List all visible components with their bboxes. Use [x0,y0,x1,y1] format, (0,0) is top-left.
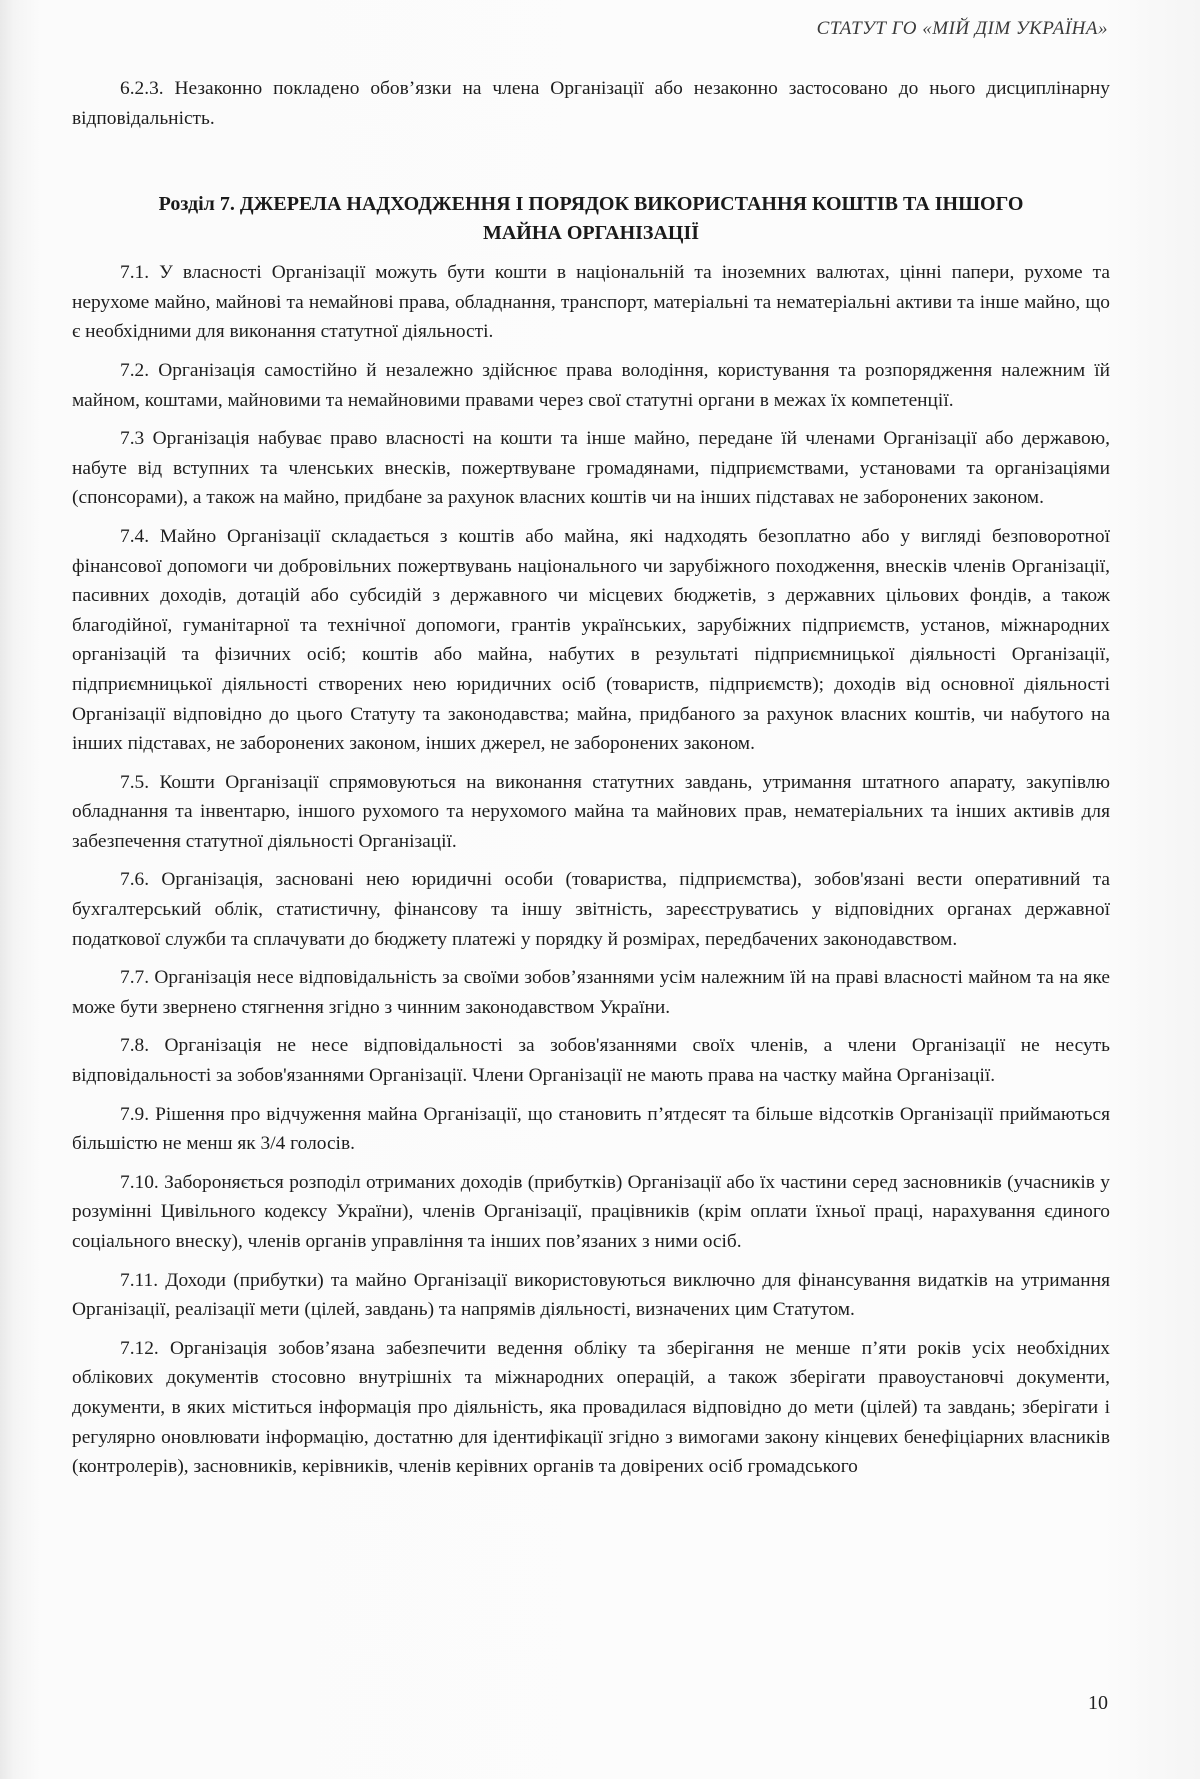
paragraph-7-6: 7.6. Організація, засновані нею юридичні особи (товариства, підприємства), зобов'язані вести оперативний та бухгалтерський облік, статистичну, фінансову та іншу звітність, зареєструватись у відповідних органах державної податкової служби та сплачувати до бюджету платежі у порядку й розмірах, передбачених законодавством. [72,869,1110,950]
paragraph-6-2-3: 6.2.3. Незаконно покладено обов’язки на члена Організації або незаконно застосовано до нього дисциплінарну відповідальність. [72,78,1110,129]
paragraph-7-1: 7.1. У власності Організації можуть бути кошти в національній та іноземних валютах, цінні папери, рухоме та нерухоме майно, майнові та немайнові права, обладнання, транспорт, матеріальні та нематеріальні активи та інше майно, що є необхідними для виконання статутної діяльності. [72,262,1110,343]
running-header: СТАТУТ ГО «МІЙ ДІМ УКРАЇНА» [816,18,1108,39]
document-body [72,74,1110,1491]
section-title: Розділ 7. ДЖЕРЕЛА НАДХОДЖЕННЯ І ПОРЯДОК ВИКОРИСТАННЯ КОШТІВ ТА ІНШОГО МАЙНА ОРГАНІЗАЦІЇ [158,193,1024,245]
page-number: 10 [1088,1692,1108,1714]
paragraph-7-9: 7.9. Рішення про відчуження майна Організації, що становить п’ятдесят та більше відсотків Організації приймаються більшістю не менш як 3/4 голосів. [72,1103,1110,1155]
paragraph-7-3: 7.3 Організація набуває право власності на кошти та інше майно, передане їй членами Організації або державою, набуте від вступних та членських внесків, пожертвуване громадянами, підприємствами, установами та організаціями (спонсорами), а також на майно, придбане за рахунок власних коштів чи на інших підставах не заборонених законом. [72,428,1110,509]
paragraph-7-4: 7.4. Майно Організації складається з коштів або майна, які надходять безоплатно або у вигляді безповоротної фінансової допомоги чи добровільних пожертвувань національного чи зарубіжного походження, внесків членів Організації, пасивних доходів, дотацій або субсидій з державного чи місцевих бюджетів, з державних цільових фондів, а також благодійної, гуманітарної та технічної допомоги, грантів українських, зарубіжних підприємств, установ, міжнародних організацій та фізичних осіб; коштів або майна, набутих в результаті підприємницької діяльності Організації, підприємницької діяльності створених нею юридичних осіб (товариств, підприємств); доходів від основної діяльності Організації відповідно до цього Статуту та законодавства; майна, придбаного за рахунок власних коштів, чи набутого на інших підставах, не заборонених законом, інших джерел, не заборонених законом. [72,525,1110,755]
paragraph-7-2: 7.2. Організація самостійно й незалежно здійснює права володіння, користування та розпорядження належним їй майном, коштами, майновими та немайновими правами через свої статутні органи в межах їх компетенції. [72,359,1110,411]
paragraph-7-11: 7.11. Доходи (прибутки) та майно Організації використовуються виключно для фінансування видатків на утримання Організації, реалізації мети (цілей, завдань) та напрямів діяльності, визначених цим Статутом. [72,1269,1110,1321]
paragraph-7-8: 7.8. Організація не несе відповідальності за зобов'язаннями своїх членів, а члени Організації не несуть відповідальності за зобов'язаннями Організації. Члени Організації не мають права на частку майна Організації. [72,1035,1110,1087]
paragraph-7-12: 7.12. Організація зобов’язана забезпечити ведення обліку та зберігання не менше п’яти років усіх необхідних облікових документів стосовно внутрішніх та міжнародних операцій, а також зберігати правоустановчі документи, документи, в яких міститься інформація про діяльність, яка провадилася відповідно до мети (цілей) та завдань; зберігати і регулярно оновлювати інформацію, достатню для ідентифікації згідно з вимогами закону кінцевих бенефіціарних власників (контролерів), засновників, керівників, членів керівних органів та довірених осіб громадського [72,1337,1110,1478]
paragraph-7-10: 7.10. Забороняється розподіл отриманих доходів (прибутків) Організації або їх частини серед засновників (учасників у розумінні Цивільного кодексу України), членів Організації, працівників (крім оплати їхньої праці, нарахування єдиного соціального внеску), членів органів управління та інших пов’язаних з ними осіб. [72,1171,1110,1252]
paragraph-7-7: 7.7. Організація несе відповідальність за своїми зобов’язаннями усім належним їй на праві власності майном та на яке може бути звернено стягнення згідно з чинним законодавством України. [72,967,1110,1018]
paragraph-7-5: 7.5. Кошти Організації спрямовуються на виконання статутних завдань, утримання штатного апарату, закупівлю обладнання та інвентарю, іншого рухомого та нерухомого майна та майнових прав, нематеріальних та інших активів для забезпечення статутної діяльності Організації. [72,771,1110,852]
